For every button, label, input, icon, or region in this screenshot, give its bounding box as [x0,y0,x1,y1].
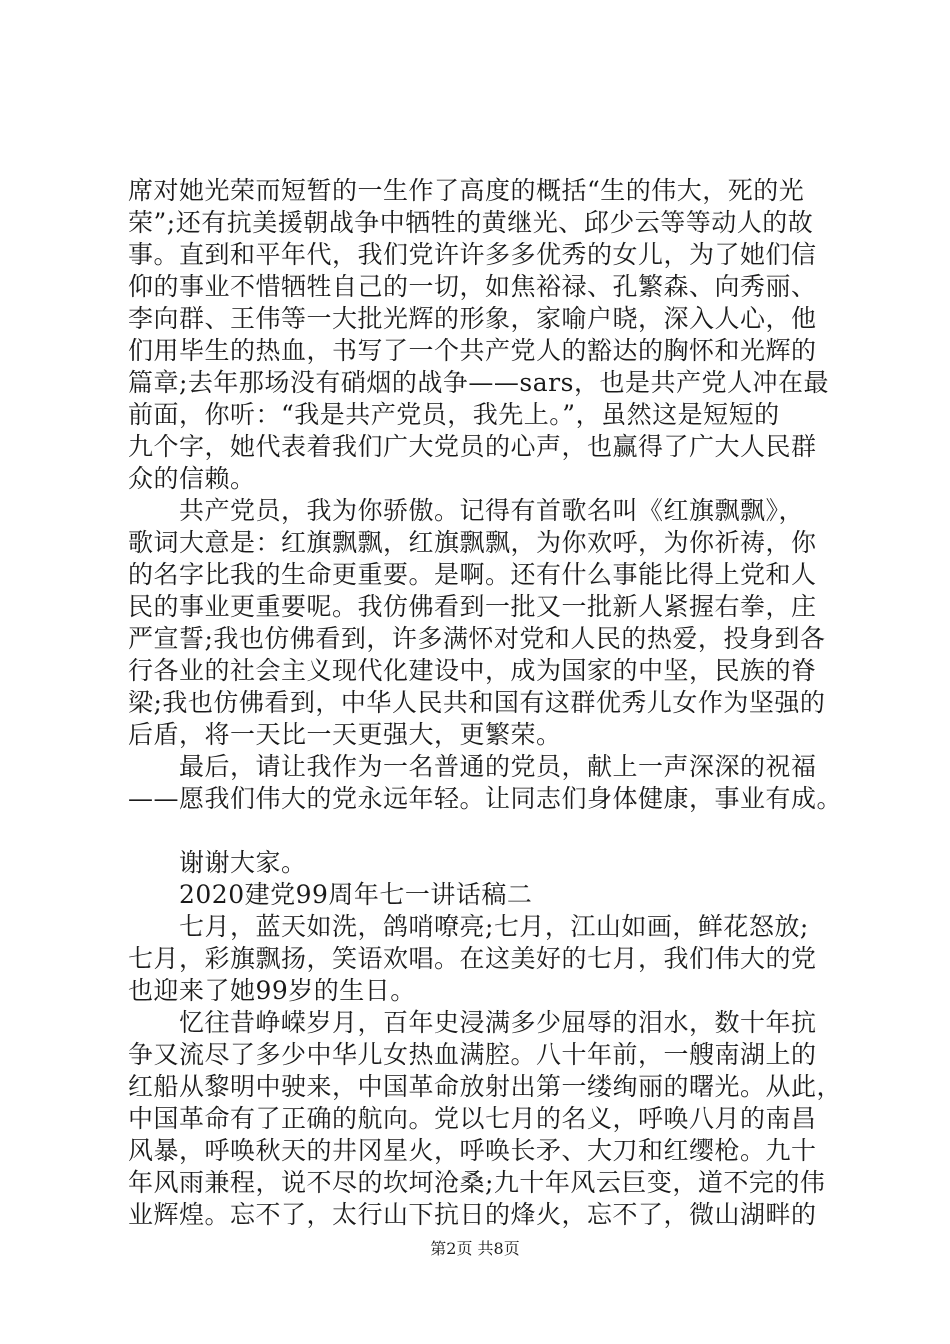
text-line: 风暴，呼唤秋天的井冈星火，呼唤长矛、大刀和红缨枪。九十 [128,1136,817,1165]
text-line: 歌词大意是：红旗飘飘，红旗飘飘，为你欢呼，为你祈祷，你 [128,528,817,557]
text-line: 年风雨兼程，说不尽的坎坷沧桑;九十年风云巨变，道不完的伟 [128,1168,826,1197]
text-line: 七月，彩旗飘扬，笑语欢唱。在这美好的七月，我们伟大的党 [128,944,817,973]
text-line: 前面，你听：“我是共产党员，我先上。”，虽然这是短短的 [128,400,780,429]
text-line: 行各业的社会主义现代化建设中，成为国家的中坚，民族的脊 [128,656,817,685]
text-line: 的名字比我的生命更重要。是啊。还有什么事能比得上党和人 [128,560,817,589]
text-line: 也迎来了她99岁的生日。 [128,976,416,1005]
text-line: 仰的事业不惜牺牲自己的一切，如焦裕禄、孔繁森、向秀丽、 [128,272,817,301]
text-line: 篇章;去年那场没有硝烟的战争——sars，也是共产党人冲在最 [128,368,829,397]
text-line: 最后，请让我作为一名普通的党员，献上一声深深的祝福 [128,752,817,781]
text-line: 事。直到和平年代，我们党许许多多优秀的女儿，为了她们信 [128,240,817,269]
text-line: 2020建党99周年七一讲话稿二 [128,880,533,909]
text-line: 荣”;还有抗美援朝战争中牺牲的黄继光、邱少云等等动人的故 [128,208,814,237]
text-line: 梁;我也仿佛看到，中华人民共和国有这群优秀儿女作为坚强的 [128,688,826,717]
text-line: 众的信赖。 [128,464,256,493]
text-line: 争又流尽了多少中华儿女热血满腔。八十年前，一艘南湖上的 [128,1040,817,1069]
text-line: 业辉煌。忘不了，太行山下抗日的烽火，忘不了，微山湖畔的 [128,1200,817,1229]
text-line: 民的事业更重要呢。我仿佛看到一批又一批新人紧握右拳，庄 [128,592,817,621]
text-line: 们用毕生的热血，书写了一个共产党人的豁达的胸怀和光辉的 [128,336,817,365]
text-line: 忆往昔峥嵘岁月，百年史浸满多少屈辱的泪水，数十年抗 [128,1008,817,1037]
page-number-footer: 第2页 共8页 [430,1239,520,1258]
text-line: 共产党员，我为你骄傲。记得有首歌名叫《红旗飘飘》， [128,496,805,525]
text-line: 席对她光荣而短暂的一生作了高度的概括“生的伟大，死的光 [128,176,805,205]
text-line: 中国革命有了正确的航向。党以七月的名义，呼唤八月的南昌 [128,1104,817,1133]
text-line: 后盾，将一天比一天更强大，更繁荣。 [128,720,562,749]
text-line: 红船从黎明中驶来，中国革命放射出第一缕绚丽的曙光。从此， [128,1072,843,1101]
text-line: ——愿我们伟大的党永远年轻。让同志们身体健康，事业有成。 [128,784,843,813]
text-line: 严宣誓;我也仿佛看到，许多满怀对党和人民的热爱，投身到各 [128,624,826,653]
text-line: 九个字，她代表着我们广大党员的心声，也赢得了广大人民群 [128,432,817,461]
text-line: 李向群、王伟等一大批光辉的形象，家喻户晓，深入人心，他 [128,304,817,333]
text-line: 谢谢大家。 [128,848,307,877]
text-line: 七月，蓝天如洗，鸽哨嘹亮;七月，江山如画，鲜花怒放; [128,912,809,941]
